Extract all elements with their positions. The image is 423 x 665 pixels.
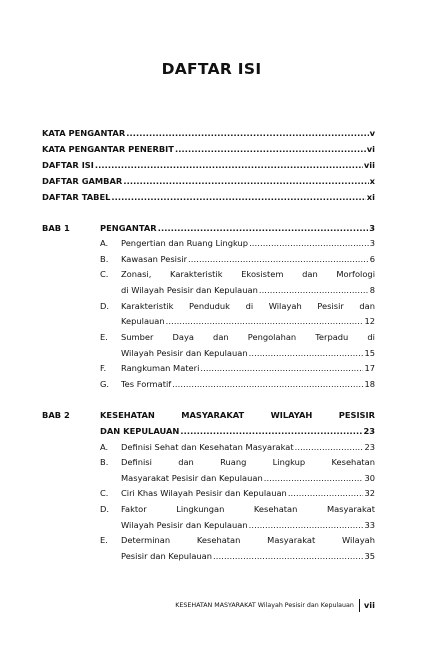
toc-label-line1: Zonasi, Karakteristik Ekosistem dan Morfologi — [121, 269, 375, 279]
toc-label: Wilayah Pesisir dan Kepulauan — [121, 348, 248, 358]
dot-leader — [180, 426, 362, 436]
dot-leader — [259, 285, 369, 295]
chapter-number: BAB 2 — [42, 410, 70, 420]
page-number: vii — [363, 600, 375, 610]
item-letter: B. — [100, 457, 109, 467]
toc-label: KATA PENGANTAR — [42, 128, 126, 138]
item-letter: G. — [100, 379, 110, 389]
item-letter: B. — [100, 254, 109, 264]
toc-label: Kepulauan — [121, 316, 165, 326]
toc-page: x — [369, 176, 375, 186]
item-letter: E. — [100, 535, 108, 545]
toc-label: Masyarakat Pesisir dan Kepulauan — [121, 473, 263, 483]
toc-label-line1: Determinan Kesehatan Masyarakat Wilayah — [121, 535, 375, 545]
dot-leader — [264, 473, 364, 483]
item-letter: E. — [100, 332, 108, 342]
dot-leader — [111, 192, 365, 202]
item-letter: D. — [100, 301, 110, 311]
toc-entry-kata-pengantar-penerbit[interactable] — [42, 144, 375, 154]
toc-label-line1: Sumber Daya dan Pengolahan Terpadu di — [121, 332, 375, 342]
toc-label: Tes Formatif — [121, 379, 172, 389]
toc-page: 32 — [364, 488, 375, 498]
toc-page: 23 — [364, 442, 375, 452]
toc-page: 18 — [364, 379, 375, 389]
dot-leader — [249, 238, 369, 248]
chapter-title: DAN KEPULAUAN — [100, 426, 180, 436]
toc-entry-daftar-isi[interactable] — [42, 160, 375, 170]
page-title: DAFTAR ISI — [161, 60, 262, 78]
running-header-rest: Wilayah Pesisir dan Kepulauan — [255, 601, 354, 609]
toc-entry-2c[interactable] — [121, 488, 375, 498]
toc-entry-kata-pengantar[interactable] — [42, 128, 375, 138]
toc-page: 33 — [364, 520, 375, 530]
toc-page: 30 — [364, 473, 375, 483]
dot-leader — [175, 144, 366, 154]
toc-entry-bab1[interactable] — [100, 223, 375, 233]
dot-leader — [249, 348, 364, 358]
toc-entry-1e[interactable] — [121, 348, 375, 358]
item-letter: D. — [100, 504, 110, 514]
toc-page: 12 — [364, 316, 375, 326]
running-header — [175, 602, 354, 609]
toc-page: 15 — [364, 348, 375, 358]
item-letter: C. — [100, 488, 109, 498]
dot-leader — [126, 128, 368, 138]
toc-label: KATA PENGANTAR PENERBIT — [42, 144, 174, 154]
dot-leader — [213, 551, 363, 561]
toc-label: Pesisir dan Kepulauan — [121, 551, 213, 561]
toc-entry-daftar-gambar[interactable] — [42, 176, 375, 186]
toc-page: vii — [363, 160, 375, 170]
toc-page: vi — [366, 144, 375, 154]
dot-leader — [200, 363, 363, 373]
toc-label: DAFTAR GAMBAR — [42, 176, 123, 186]
toc-label-line1: Faktor Lingkungan Kesehatan Masyarakat — [121, 504, 375, 514]
toc-entry-2e[interactable] — [121, 551, 375, 561]
toc-label-line1: Karakteristik Penduduk di Wilayah Pesisir dan — [121, 301, 375, 311]
page-footer — [155, 598, 375, 612]
toc-entry-1a[interactable] — [121, 238, 375, 248]
toc-entry-2b[interactable] — [121, 473, 375, 483]
toc-page: 3 — [369, 223, 375, 233]
dot-leader — [249, 520, 364, 530]
toc-entry-daftar-tabel[interactable] — [42, 192, 375, 202]
toc-label: Kawasan Pesisir — [121, 254, 188, 264]
dot-leader — [166, 316, 364, 326]
running-header-bold: KESEHATAN MASYARAKAT — [175, 601, 256, 609]
toc-entry-1b[interactable] — [121, 254, 375, 264]
dot-leader — [95, 160, 363, 170]
toc-page: 23 — [363, 426, 375, 436]
toc-entry-1f[interactable] — [121, 363, 375, 373]
dot-leader — [158, 223, 369, 233]
toc-page: v — [369, 128, 375, 138]
toc-label: di Wilayah Pesisir dan Kepulauan — [121, 285, 258, 295]
toc-label: DAFTAR ISI — [42, 160, 94, 170]
chapter-number: BAB 1 — [42, 223, 70, 233]
toc-entry-2d[interactable] — [121, 520, 375, 530]
toc-label: Pengertian dan Ruang Lingkup — [121, 238, 249, 248]
toc-page: 35 — [364, 551, 375, 561]
toc-label: Wilayah Pesisir dan Kepulauan — [121, 520, 248, 530]
item-letter: A. — [100, 442, 109, 452]
toc-page: 8 — [369, 285, 375, 295]
chapter-title-line1: KESEHATAN MASYARAKAT WILAYAH PESISIR — [100, 410, 375, 420]
dot-leader — [188, 254, 369, 264]
toc-page: 17 — [364, 363, 375, 373]
footer-divider — [359, 599, 360, 612]
toc-label: Ciri Khas Wilayah Pesisir dan Kepulauan — [121, 488, 287, 498]
item-letter: C. — [100, 269, 109, 279]
toc-label: Rangkuman Materi — [121, 363, 200, 373]
toc-entry-1c[interactable] — [121, 285, 375, 295]
toc-label: DAFTAR TABEL — [42, 192, 111, 202]
toc-page: xi — [366, 192, 375, 202]
dot-leader — [288, 488, 364, 498]
item-letter: F. — [100, 363, 107, 373]
toc-page: 6 — [369, 254, 375, 264]
toc-page: 3 — [369, 238, 375, 248]
toc-entry-1g[interactable] — [121, 379, 375, 389]
toc-entry-2a[interactable] — [121, 442, 375, 452]
dot-leader — [172, 379, 363, 389]
item-letter: A. — [100, 238, 109, 248]
chapter-title: PENGANTAR — [100, 223, 157, 233]
toc-label: Definisi Sehat dan Kesehatan Masyarakat — [121, 442, 294, 452]
toc-label-line1: Definisi dan Ruang Lingkup Kesehatan — [121, 457, 375, 467]
dot-leader — [295, 442, 364, 452]
toc-entry-bab2[interactable] — [100, 426, 375, 436]
dot-leader — [123, 176, 368, 186]
toc-entry-1d[interactable] — [121, 316, 375, 326]
